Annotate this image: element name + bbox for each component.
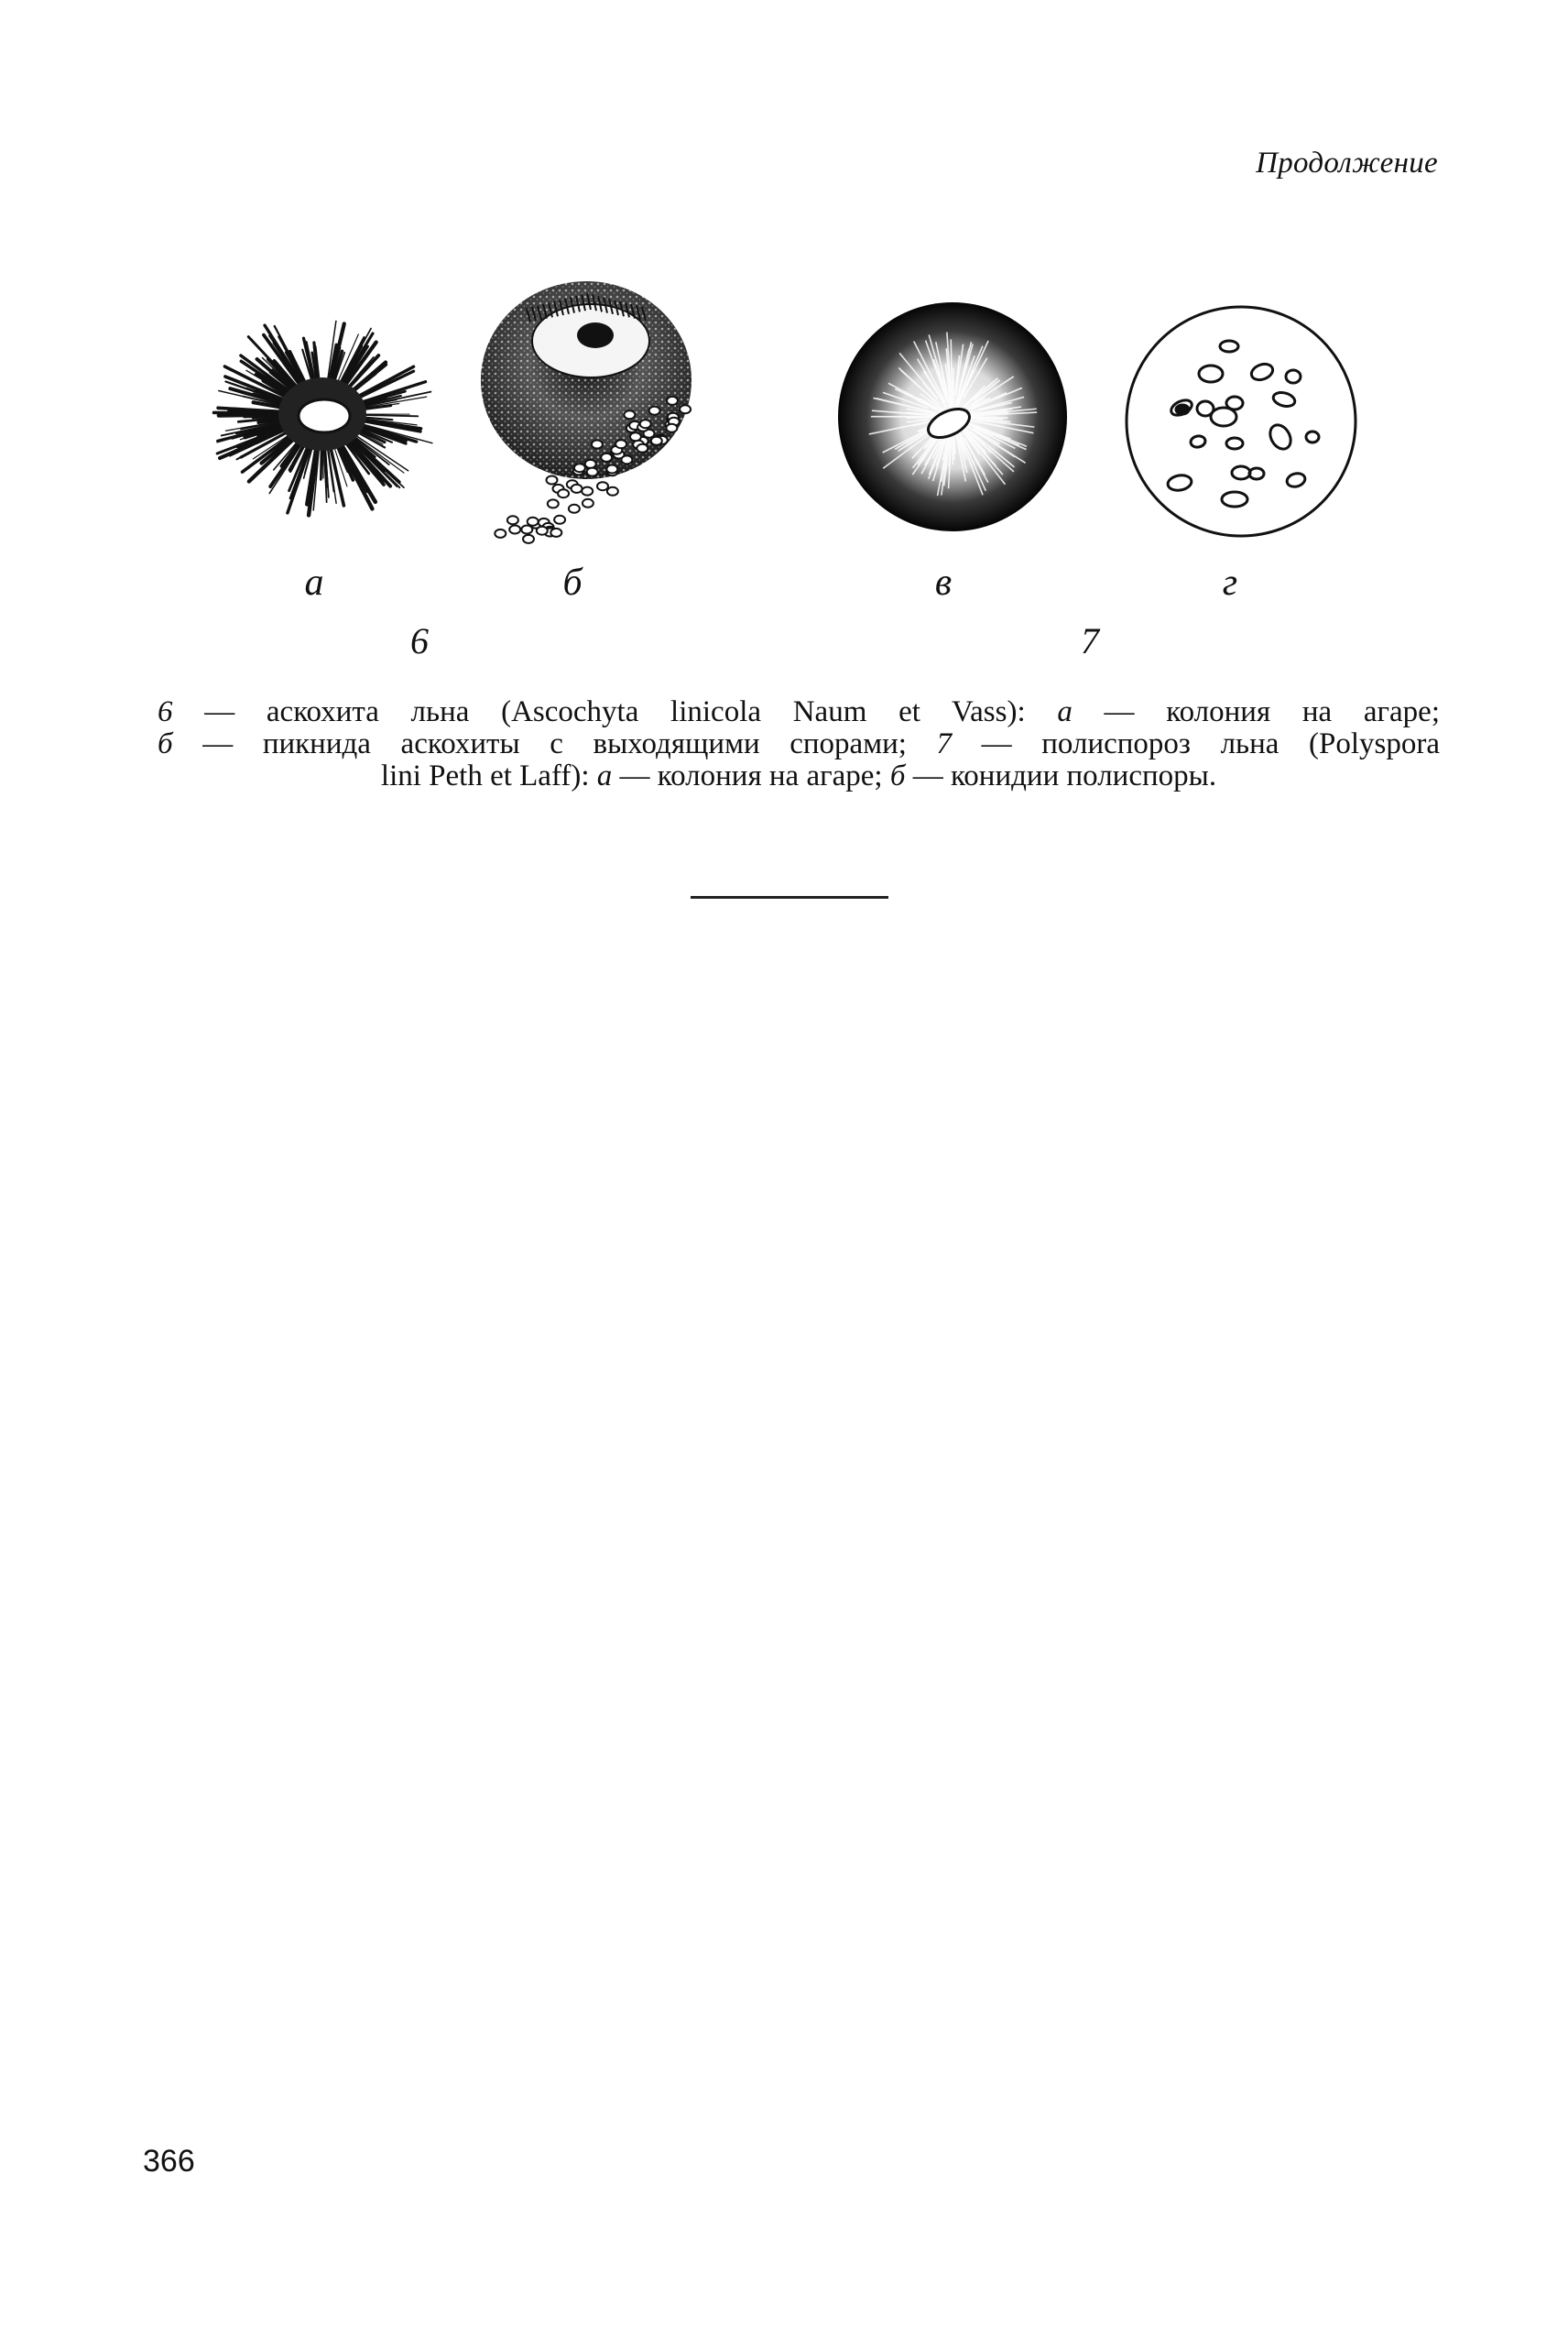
panel-label-g: г <box>1222 562 1238 604</box>
page-number: 366 <box>143 2144 195 2179</box>
caption-fig-num: 7 <box>936 727 953 760</box>
caption-text: — конидии полиспоры. <box>905 759 1217 792</box>
caption-line-3 <box>158 760 1440 792</box>
caption-fig-num: 6 <box>158 695 173 728</box>
caption-text: — аскохита льна (Ascochyta linicola Naum et Vass): <box>172 695 1058 728</box>
section-divider-rule <box>691 896 888 899</box>
running-head: Продолжение <box>1256 147 1438 180</box>
caption-line-2 <box>158 728 1440 760</box>
caption-text: — колония на агаре; <box>612 759 890 792</box>
panel-a-colony-illustration <box>213 321 431 515</box>
panel-b-pycnidium-illustration <box>481 281 691 543</box>
panel-label-a: а <box>304 562 324 604</box>
panel-label-b: б <box>562 562 583 604</box>
panel-g-conidia-illustration <box>1127 307 1356 536</box>
caption-sub-label: б <box>158 727 173 760</box>
figure-illustration <box>0 0 1568 660</box>
caption-line-1 <box>158 696 1440 728</box>
caption-text: — пикнида аскохиты с выходящими спорами; <box>172 727 937 760</box>
figure-caption <box>158 696 1440 792</box>
caption-sub-label: б <box>889 759 906 792</box>
figure-number-6: 6 <box>410 620 429 661</box>
caption-text: — полиспороз льна (Polyspora <box>952 727 1440 760</box>
panel-v-colony-illustration <box>838 302 1067 531</box>
caption-text: lini Peth et Laff): <box>380 759 597 792</box>
caption-text: — колония на агаре; <box>1072 695 1440 728</box>
caption-sub-label: а <box>1057 695 1073 728</box>
caption-sub-label: а <box>596 759 613 792</box>
figure-number-7: 7 <box>1081 620 1099 661</box>
panel-label-v: в <box>934 562 953 604</box>
